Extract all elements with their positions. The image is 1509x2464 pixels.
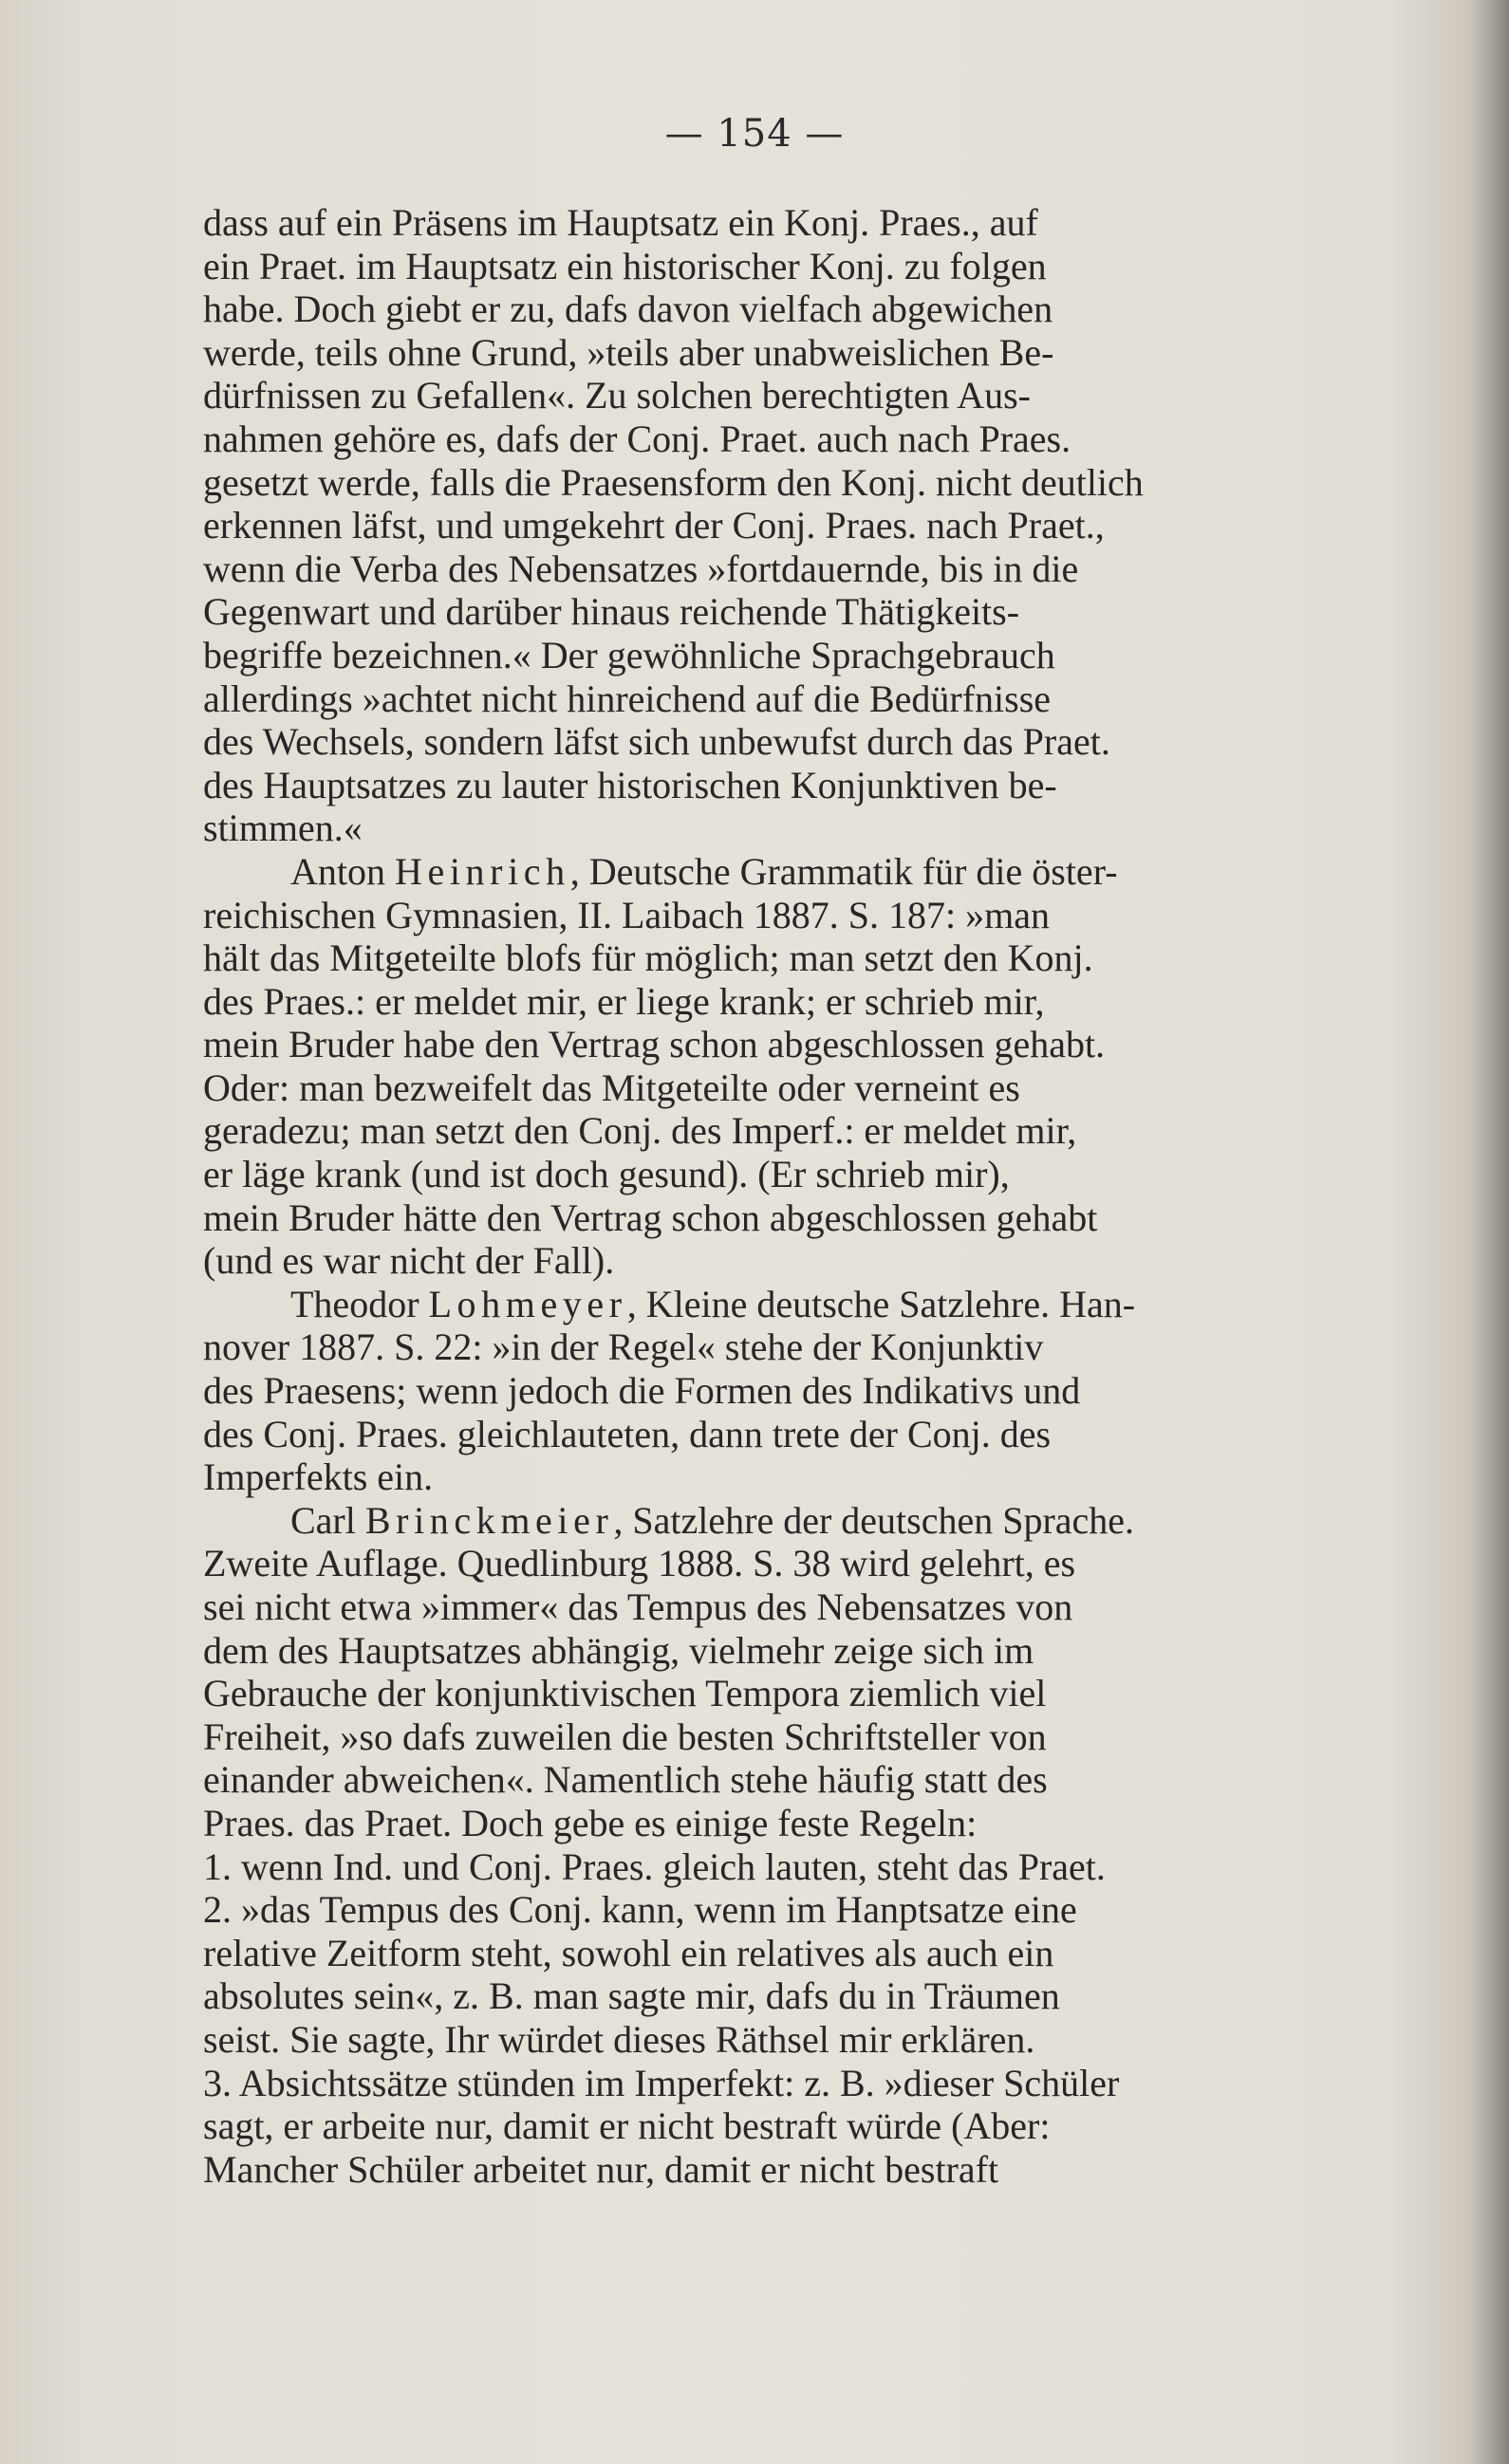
text-line: ein Praet. im Hauptsatz ein historischer Konj. zu folgen (203, 244, 1047, 287)
text-line: Imperfekts ein. (203, 1455, 434, 1499)
text-line: dem des Hauptsatzes abhängig, vielmehr zeige sich im (203, 1628, 1034, 1672)
text-line: 2. »das Tempus des Conj. kann, wenn im Hanptsatze eine (203, 1888, 1077, 1932)
citation-text: , Deutsche Grammatik für die öster- (569, 849, 1118, 893)
text-line: seist. Sie sagte, Ihr würdet dieses Räthsel mir erklären. (203, 2017, 1035, 2061)
author-first-name: Theodor (290, 1282, 419, 1325)
text-line: begriffe bezeichnen.« Der gewöhnliche Sprachgebrauch (203, 633, 1055, 676)
text-line: wenn die Verba des Nebensatzes »fortdauernde, bis in die (203, 547, 1079, 590)
text-line: geradezu; man setzt den Conj. des Imperf.: er meldet mir, (203, 1109, 1077, 1153)
page-edge-shadow (1471, 0, 1509, 2464)
text-line: stimmen.« (203, 806, 363, 850)
paragraph-heinrich-first-line (203, 850, 1363, 894)
text-line: Freiheit, »so dafs zuweilen die besten Schriftsteller von (203, 1714, 1047, 1758)
text-line: absolutes sein«, z. B. man sagte mir, dafs du in Träumen (203, 1974, 1060, 2018)
text-line: erkennen läfst, und umgekehrt der Conj. Praes. nach Praet., (203, 504, 1105, 547)
body-text (203, 201, 1363, 2191)
text-line: 3. Absichtssätze stünden im Imperfekt: z. B. »dieser Schüler (203, 2061, 1120, 2104)
text-line: sagt, er arbeite nur, damit er nicht bestraft würde (Aber: (203, 2104, 1051, 2148)
text-line: er läge krank (und ist doch gesund). (Er schrieb mir), (203, 1153, 1010, 1196)
text-line: Gebrauche der konjunktivischen Tempora ziemlich viel (203, 1672, 1047, 1715)
text-line: Praes. das Praet. Doch gebe es einige feste Regeln: (203, 1801, 978, 1844)
text-line: mein Bruder habe den Vertrag schon abgeschlossen gehabt. (203, 1023, 1106, 1066)
text-line: habe. Doch giebt er zu, dafs davon vielfach abgewichen (203, 287, 1053, 331)
page-number: — 154 — (664, 112, 845, 156)
author-surname: Heinrich (395, 849, 570, 893)
citation-text: , Satzlehre der deutschen Sprache. (613, 1498, 1135, 1542)
text-line: des Wechsels, sondern läfst sich unbewufst durch das Praet. (203, 720, 1110, 764)
text-line: des Praesens; wenn jedoch die Formen des Indikativs und (203, 1369, 1081, 1413)
author-first-name: Carl (290, 1498, 356, 1542)
text-line: (und es war nicht der Fall). (203, 1239, 615, 1283)
text-line: sei nicht etwa »immer« das Tempus des Nebensatzes von (203, 1585, 1073, 1628)
text-line: hält das Mitgeteilte blofs für möglich; man setzt den Konj. (203, 936, 1093, 980)
text-line: 1. wenn Ind. und Conj. Praes. gleich lauten, steht das Praet. (203, 1844, 1106, 1888)
paragraph-lohmeyer-first-line (203, 1283, 1363, 1326)
text-line: Mancher Schüler arbeitet nur, damit er nicht bestraft (203, 2147, 999, 2191)
text-line: reichischen Gymnasien, II. Laibach 1887. S. 187: »man (203, 893, 1050, 936)
paragraph-brinckmeier-first-line (203, 1499, 1363, 1543)
author-surname: Lohmeyer (428, 1282, 627, 1325)
text-line: mein Bruder hätte den Vertrag schon abgeschlossen gehabt (203, 1195, 1098, 1239)
text-line: Zweite Auflage. Quedlinburg 1888. S. 38 wird gelehrt, es (203, 1542, 1076, 1585)
text-line: allerdings »achtet nicht hinreichend auf die Bedürfnisse (203, 676, 1052, 720)
author-first-name: Anton (290, 849, 385, 893)
text-line: dass auf ein Präsens im Hauptsatz ein Konj. Praes., auf (203, 201, 1038, 244)
text-line: Oder: man bezweifelt das Mitgeteilte oder verneint es (203, 1065, 1020, 1109)
text-line: werde, teils ohne Grund, »teils aber unabweislichen Be- (203, 330, 1054, 374)
citation-text: , Kleine deutsche Satzlehre. Han- (626, 1282, 1136, 1325)
text-line: relative Zeitform steht, sowohl ein relatives als auch ein (203, 1931, 1054, 1974)
text-line: nover 1887. S. 22: »in der Regel« stehe der Konjunktiv (203, 1325, 1044, 1369)
text-line: nahmen gehöre es, dafs der Conj. Praet. auch nach Praes. (203, 417, 1071, 460)
text-line: einander abweichen«. Namentlich stehe häufig statt des (203, 1758, 1048, 1802)
text-line: des Conj. Praes. gleichlauteten, dann trete der Conj. des (203, 1412, 1052, 1455)
text-line: gesetzt werde, falls die Praesensform den Konj. nicht deutlich (203, 460, 1144, 504)
text-line: des Praes.: er meldet mir, er liege krank; er schrieb mir, (203, 979, 1045, 1023)
text-line: Gegenwart und darüber hinaus reichende Thätigkeits- (203, 590, 1020, 634)
text-line: dürfnissen zu Gefallen«. Zu solchen berechtigten Aus- (203, 374, 1031, 417)
text-line: des Hauptsatzes zu lauter historischen Konjunktiven be- (203, 763, 1057, 806)
author-surname: Brinckmeier (364, 1498, 614, 1542)
